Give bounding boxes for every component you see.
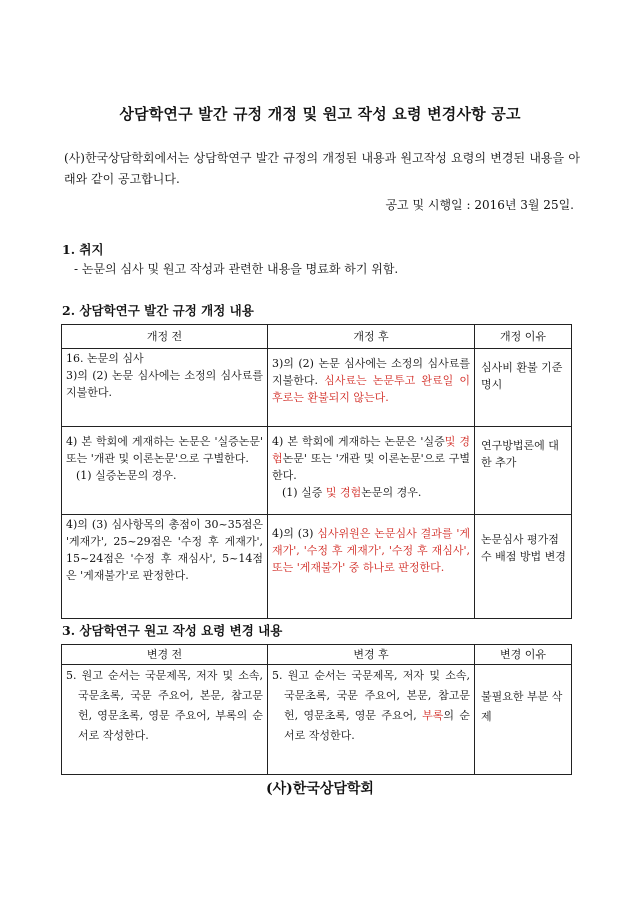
header-before: 변경 전 [62, 645, 268, 665]
after-text: 4)의 (3) [272, 527, 318, 540]
after-text-changed: 및 경험 [325, 486, 362, 499]
header-before: 개정 전 [62, 325, 268, 349]
regulation-table [61, 324, 572, 619]
reason-cell: 심사비 환불 기준 명시 [475, 349, 572, 427]
after-text-changed: 부록 [422, 709, 444, 722]
after-paragraph [272, 666, 470, 746]
header-after: 개정 후 [268, 325, 475, 349]
after-text: 3)의 (2) 논문 심사에는 소정의 심사료를 지불한다. [272, 357, 470, 387]
header-after: 변경 후 [268, 645, 475, 665]
after-text: 4) 본 학회에 게재하는 논문은 '실증 [272, 435, 445, 448]
table-header-row [62, 645, 572, 665]
after-text: 5. 원고 순서는 국문제목, 저자 및 소속, 국문초록, 국문 주요어, 본문, 참고문헌, 영문초록, 영문 주요어, [272, 669, 470, 722]
after-text: (1) 실증 [282, 486, 326, 499]
section3-heading: 3. 상담학연구 원고 작성 요령 변경 내용 [62, 623, 283, 638]
header-reason: 개정 이유 [475, 325, 572, 349]
after-text: 논문의 경우. [361, 486, 422, 499]
before-cell [62, 665, 268, 775]
table-row [62, 515, 572, 619]
table-row [62, 349, 572, 427]
reason-cell: 논문심사 평가점수 배점 방법 변경 [475, 515, 572, 619]
after-cell [268, 515, 475, 619]
before-text: 4) 본 학회에 게재하는 논문은 '실증논문' 또는 '개관 및 이론논문'으로 구별한다. [66, 435, 263, 465]
before-text: 5. 원고 순서는 국문제목, 저자 및 소속, 국문초록, 국문 주요어, 본문, 참고문헌, 영문초록, 영문 주요어, 부록의 순서로 작성한다. [66, 669, 263, 742]
after-text-changed: 및 경험 [272, 435, 471, 465]
document-title: 상담학연구 발간 규정 개정 및 원고 작성 요령 변경사항 공고 [119, 105, 521, 123]
section2-heading: 2. 상담학연구 발간 규정 개정 내용 [62, 303, 254, 318]
after-cell [268, 665, 475, 775]
after-text: 논문' 또는 '개관 및 이론논문'으로 구별한다. [272, 452, 470, 482]
table-header-row [62, 325, 572, 349]
after-cell [268, 349, 475, 427]
before-text: 16. 논문의 심사 [66, 352, 144, 365]
before-cell [62, 349, 268, 427]
after-cell [268, 427, 475, 515]
after-sub-item [272, 484, 470, 501]
table-row [62, 665, 572, 775]
reason-cell: 불필요한 부분 삭제 [475, 665, 572, 775]
before-text: (1) 실증논문의 경우. [76, 469, 177, 482]
table-row [62, 427, 572, 515]
intro-paragraph: (사)한국상담학회에서는 상담학연구 발간 규정의 개정된 내용과 원고작성 요령의 변경된 내용을 아래와 같이 공고합니다. [64, 151, 580, 186]
organization-name: (사)한국상담학회 [266, 781, 374, 797]
section1-heading: 1. 취지 [62, 242, 104, 257]
before-cell [62, 427, 268, 515]
before-cell: 4)의 (3) 심사항목의 총점이 30~35점은 '게재가', 25~29점은 '수정 후 게재가', 15~24점은 '수정 후 재심사', 5~14점은 '게재불가'로 판정한다. [62, 515, 268, 619]
reason-cell: 연구방법론에 대한 추가 [475, 427, 572, 515]
effective-date: 공고 및 시행일 : 2016년 3월 25일. [385, 198, 574, 212]
manuscript-guide-table [61, 644, 572, 775]
section1-text: - 논문의 심사 및 원고 작성과 관련한 내용을 명료화 하기 위함. [74, 262, 399, 276]
after-text-changed: 심사위원은 논문심사 결과를 '게재가', '수정 후 게재가', '수정 후 재심사', 또는 '게재불가' 중 하나로 판정한다. [272, 527, 470, 574]
before-text: 3)의 (2) 논문 심사에는 소정의 심사료를 지불한다. [66, 369, 263, 399]
after-text: 의 순서로 작성한다. [284, 709, 470, 742]
header-reason: 변경 이유 [475, 645, 572, 665]
after-text-changed: 심사료는 논문투고 완료일 이후로는 환불되지 않는다. [272, 374, 470, 404]
